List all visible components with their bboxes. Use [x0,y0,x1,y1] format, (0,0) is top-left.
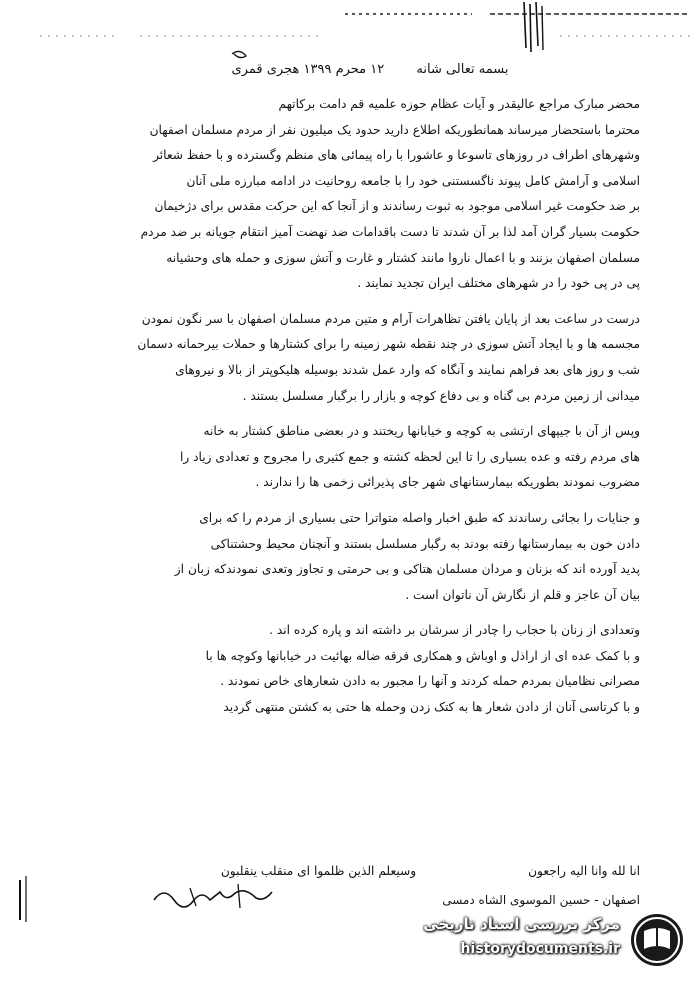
basmala: بسمه تعالی شانه [416,62,509,77]
watermark [396,907,686,973]
letter-line: شب و روز های بعد فراهم نمایند و آنگاه که وارد عمل شدند بوسیله هلیکوپتر از بالا و نیروهای [175,362,640,377]
letter-line: پدید آورده اند که بزنان و مردان مسلمان هتاکی و بی حرمتی و تجاوز وتعدی نمودندکه زبان از [174,562,640,577]
letter-line: و جنایات را بجائی رساندند که طبق اخبار واصله متواترا حتی بسیاری از مردم را که برای [199,510,640,525]
archive-logo-icon [628,911,686,969]
letter-line: حکومت بسیار گران آمد لذا بر آن شدند تا دست باقدامات ضد نهضت آمیز انتقام جویانه بر ضد مردم [140,224,640,239]
letter-line: و با کمک عده ای از اراذل و اوباش و همکاری فرقه ضاله بهائیت در خیابانها وکوچه ها با [205,648,640,663]
letter-line: پی در پی خود را در شهرهای مختلف ایران تجدید نمایند . [357,276,640,291]
letter-line: وتعدادی از زنان با حجاب را چادر از سرشان بر داشته اند و پاره کرده اند . [269,623,640,638]
letter-line: مجسمه ها و با ایجاد آتش سوزی در چند نقطه شهر زمینه را برای کشتارها و حملات بیرحمانه دسمان [137,337,640,352]
watermark-url: historydocuments.ir [460,941,620,957]
letter-line: میدانی از زمین مردم بی گناه و بی دفاع کوچه و بازار را برگبار مسلسل بستند . [242,388,640,403]
letter-line: مضروب نمودند بطوریکه بیمارستانهای شهر جای پذیرائی زخمی ها را ندارند . [255,475,640,490]
signer-line: اصفهان - حسین الموسوی الشاه دمسی [442,893,640,907]
letter-line: های مردم رفته و عده بسیاری را تا این لحظه کشته و جمع کثیری را مجروح و تعدادی زیاد را [179,449,640,464]
letter-line: بر ضد حکومت غیر اسلامی موجود به ثبوت رساندند و از آنجا که این حرکت مقدس برای دژخیمان [154,199,640,214]
letter-line: مسلمان اصفهان بزنند و با اعمال ناروا مانند کشتار و غارت و آتش سوزی و حمله های وحشیانه [166,250,640,265]
letter-body [52,92,640,721]
handwritten-signature [150,878,290,918]
letter-line: و با کرتاسی آنان از دادن شعار ها به کتک زدن وحمله ها حتی به کشتن منتهی گردید [223,700,640,715]
document-header [150,62,590,77]
closing-right: وسیعلم الذین ظلموا ای منقلب ینقلبون [220,864,417,878]
watermark-title: مرکز بررسی اسناد تاریخی [423,915,620,933]
letter-line: دادن خون به بیمارستانها رفته بودند به رگبار مسلسل بستند و آنچنان محیط وحشتناکی [210,536,640,551]
document-date: ۱۲ محرم ۱۳۹۹ هجری قمری [231,62,385,77]
closing-left: انا لله وانا الیه راجعون [528,864,640,878]
letter-line: اسلامی و آرامش کامل پیوند ناگسستنی خود را با جامعه روحانیت در ادامه مبارزه ملی آنان [186,173,640,188]
letter-line: وپس از آن با جیپهای ارتشی به کوچه و خیابانها ریختند و در بعضی مناطق کشتار به خانه [203,424,640,439]
letter-line: مصرانی نظامیان بمردم حمله کردند و آنها را مجبور به دادن شعارهای خاص نمودند . [220,674,640,689]
letter-line: محترما باستحضار میرساند همانطوریکه اطلاع دارید حدود یک میلیون نفر از مردم مسلمان اصفهان [149,122,640,137]
letter-line: بیان آن عاجز و قلم از نگارش آن ناتوان است . [405,587,640,602]
letter-line: محضر مبارک مراجع عالیقدر و آیات عظام حوزه علمیه قم دامت برکاتهم [278,97,640,111]
letter-line: وشهرهای اطراف در روزهای تاسوعا و عاشورا با راه پیمائی های منظم وگسترده و با حفظ شعائر [153,148,640,163]
letter-line: درست در ساعت بعد از پایان یافتن تظاهرات آرام و متین مردم مسلمان اصفهان با سر نگون نمودن [141,311,640,326]
